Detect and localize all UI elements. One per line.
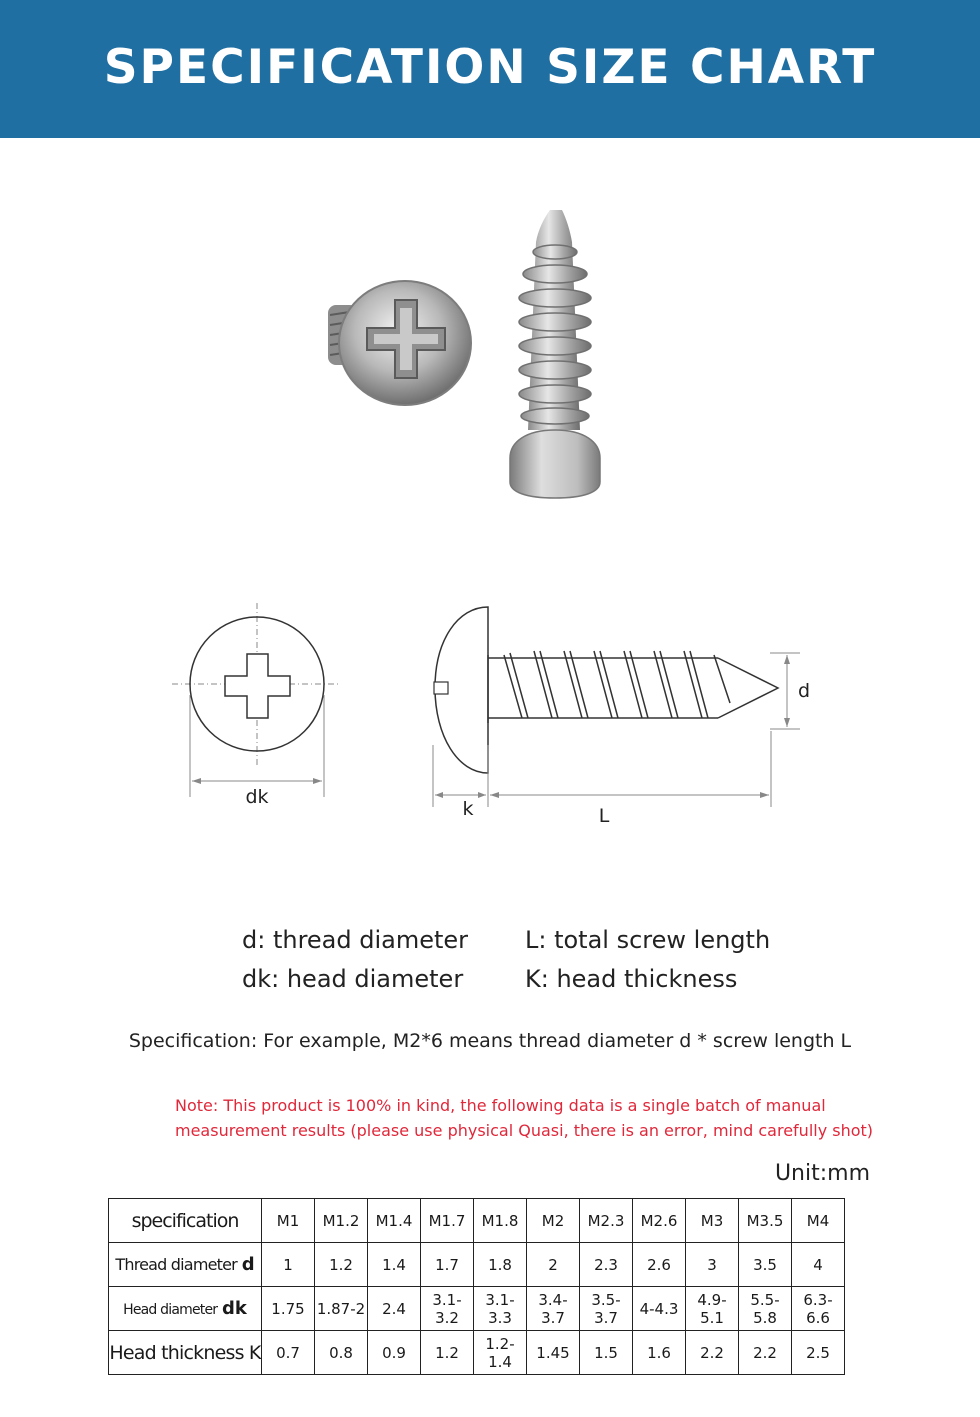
unit-label: Unit:mm [774,1161,870,1186]
screw-product-photo [300,190,680,520]
note-line-1: Note: This product is 100% in kind, the following data is a single batch of manual [175,1096,826,1115]
k-dimension-label: k [462,798,474,820]
thread-cell: 4 [792,1243,845,1287]
head-cell: 1.87-2 [315,1287,368,1331]
measurement-note [175,1093,873,1143]
d-dimension-label: d [797,680,811,702]
thickness-cell: 1.6 [633,1331,686,1375]
table-row-head-diameter [109,1287,845,1331]
spec-table [108,1198,845,1375]
thickness-cell: 0.7 [262,1331,315,1375]
spec-cell: M2.6 [633,1199,686,1243]
spec-cell: M2 [527,1199,580,1243]
thickness-label-text: Head thickness K [109,1341,261,1364]
dk-dimension-label: dk [245,786,269,808]
head-cell: 6.3-6.6 [792,1287,845,1331]
spec-example-text: Specification: For example, M2*6 means thread diameter d * screw length L [128,1030,852,1052]
head-cell: 2.4 [368,1287,421,1331]
thread-cell: 1.8 [474,1243,527,1287]
thread-cell: 2 [527,1243,580,1287]
row-header-head-diameter [109,1287,262,1331]
head-symbol: dk [222,1298,247,1319]
spec-cell: M2.3 [580,1199,633,1243]
thickness-cell: 2.5 [792,1331,845,1375]
head-cell: 1.75 [262,1287,315,1331]
table-row-head-thickness [109,1331,845,1375]
screw-dimension-drawing [170,595,830,835]
thickness-cell: 0.9 [368,1331,421,1375]
thread-symbol: d [241,1254,255,1275]
thickness-cell: 0.8 [315,1331,368,1375]
thread-cell: 2.3 [580,1243,633,1287]
head-cell: 3.5-3.7 [580,1287,633,1331]
L-dimension-label: L [598,805,610,827]
thread-cell: 3 [686,1243,739,1287]
thickness-cell: 2.2 [686,1331,739,1375]
spec-cell: M3 [686,1199,739,1243]
thread-cell: 1 [262,1243,315,1287]
thread-cell: 1.2 [315,1243,368,1287]
legend-head-thickness: K: head thickness [525,965,738,993]
thickness-cell: 1.2-1.4 [474,1331,527,1375]
thread-label-text: Thread diameter [115,1255,237,1274]
header-banner [0,0,980,138]
page-title: SPECIFICATION SIZE CHART [103,40,877,95]
spec-cell: M1.2 [315,1199,368,1243]
row-header-head-thickness [109,1331,262,1375]
head-cell: 4-4.3 [633,1287,686,1331]
spec-cell: M1.4 [368,1199,421,1243]
table-row-specification [109,1199,845,1243]
spec-cell: M1.7 [421,1199,474,1243]
legend-head-diameter: dk: head diameter [242,965,464,993]
thickness-cell: 1.5 [580,1331,633,1375]
head-cell: 3.1-3.2 [421,1287,474,1331]
row-header-thread-diameter [109,1243,262,1287]
thickness-cell: 1.45 [527,1331,580,1375]
legend-screw-length: L: total screw length [525,926,771,954]
head-label-text: Head diameter [123,1302,218,1318]
head-cell: 3.4-3.7 [527,1287,580,1331]
spec-cell: M1 [262,1199,315,1243]
thickness-cell: 1.2 [421,1331,474,1375]
thread-cell: 3.5 [739,1243,792,1287]
spec-cell: M1.8 [474,1199,527,1243]
spec-cell: M4 [792,1199,845,1243]
head-cell: 4.9-5.1 [686,1287,739,1331]
spec-header-text: specification [131,1209,239,1232]
head-cell: 3.1-3.3 [474,1287,527,1331]
thread-cell: 1.4 [368,1243,421,1287]
note-line-2: measurement results (please use physical Quasi, there is an error, mind carefully shot) [175,1121,874,1140]
thread-cell: 1.7 [421,1243,474,1287]
thread-cell: 2.6 [633,1243,686,1287]
legend-thread-diameter: d: thread diameter [242,926,469,954]
head-cell: 5.5-5.8 [739,1287,792,1331]
table-row-thread-diameter [109,1243,845,1287]
thickness-cell: 2.2 [739,1331,792,1375]
row-header-specification [109,1199,262,1243]
spec-cell: M3.5 [739,1199,792,1243]
